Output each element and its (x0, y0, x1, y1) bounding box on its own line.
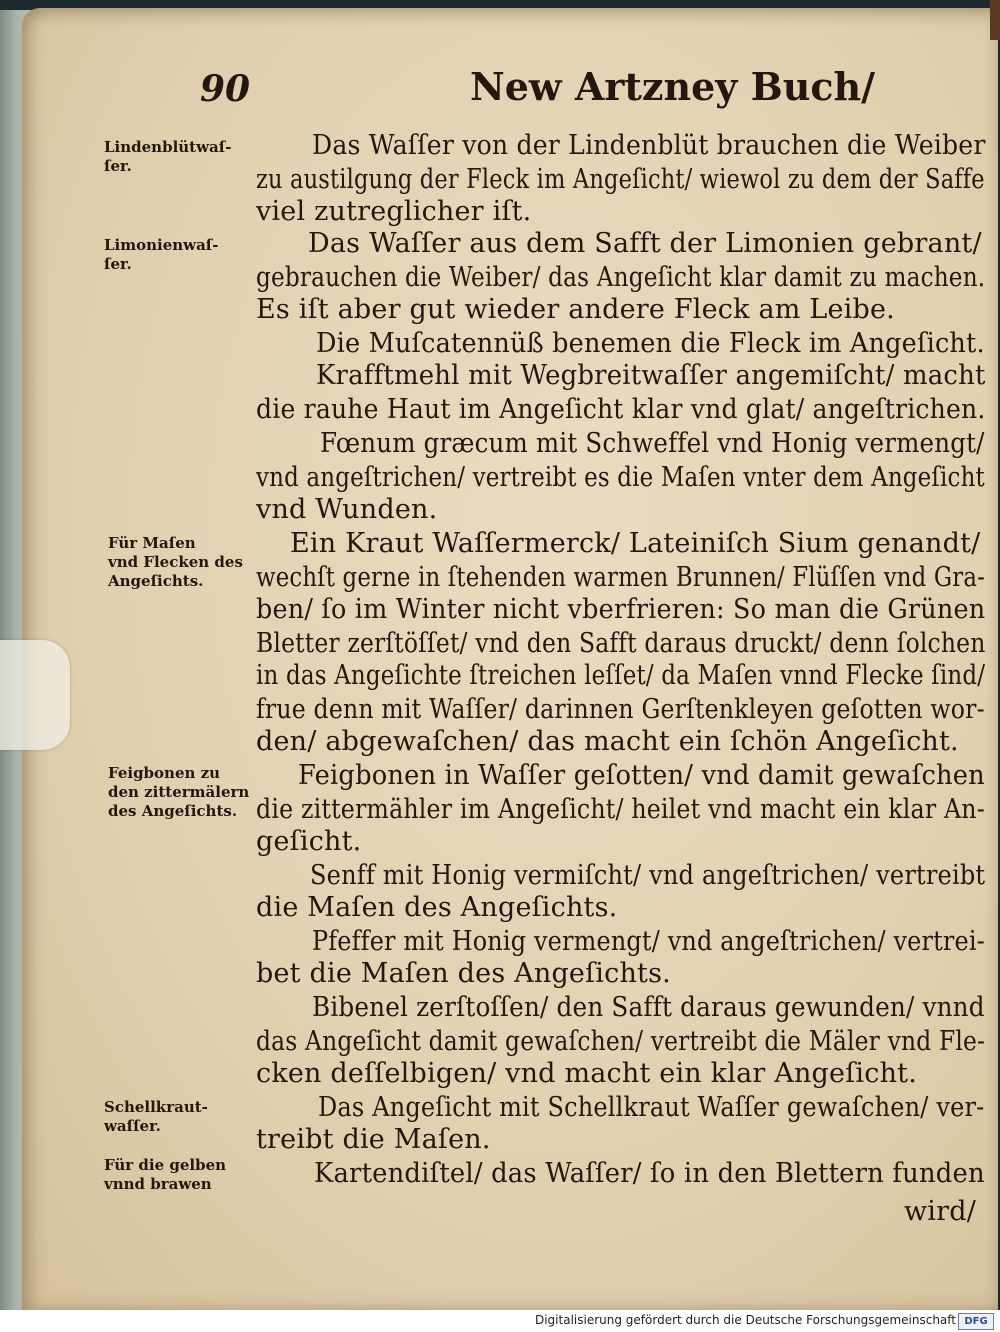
text-line: Pfeffer mit Honig vermengt/ vnd angeſtrichen/ vertrei- (312, 926, 985, 957)
text-line: das Angeſicht damit gewaſchen/ vertreibt die Mäler vnd Fle- (256, 1026, 986, 1057)
text-line: Es iſt aber gut wieder andere Fleck am Leibe. (256, 294, 895, 325)
text-line: geſicht. (256, 826, 362, 857)
book-cover-corner (990, 0, 1000, 40)
text-line: treibt die Maſen. (256, 1124, 491, 1155)
text-line: vnd Wunden. (256, 494, 438, 525)
text-line: in das Angeſichte ſtreichen leſſet/ da Maſen vnnd Flecke ſind/ (256, 660, 986, 691)
text-line: bet die Maſen des Angeſichts. (256, 958, 671, 989)
text-line: Bletter zerſtöſſet/ vnd den Safft daraus druckt/ denn ſolchen (256, 628, 986, 659)
running-head: New Artzney Buch/ (470, 64, 875, 109)
text-line: die zittermähler im Angeſicht/ heilet vnd macht ein klar An- (256, 794, 985, 825)
text-line: cken deſſelbigen/ vnd macht ein klar Angeſicht. (256, 1058, 917, 1089)
text-line: Kartendiſtel/ das Waſſer/ ſo in den Blettern funden (314, 1158, 985, 1189)
text-line: den/ abgewaſchen/ das macht ein ſchön Angeſicht. (256, 726, 959, 757)
margin-note: Schellkraut- waſſer. (104, 1098, 208, 1135)
text-line: die rauhe Haut im Angeſicht klar vnd glat/ angeſtrichen. (256, 394, 986, 425)
text-line: Das Waſſer aus dem Safft der Limonien gebrant/ (308, 228, 982, 259)
text-line: Senff mit Honig vermiſcht/ vnd angeſtrichen/ vertreibt (310, 860, 986, 891)
margin-note: Für Maſen vnd Flecken des Angeſichts. (108, 534, 243, 590)
text-line: Ein Kraut Waſſermerck/ Lateiniſch Sium genandt/ (290, 528, 981, 559)
text-line: viel zutreglicher iſt. (256, 196, 532, 227)
margin-note: Feigbonen zu den zittermälern des Angeſichts. (108, 764, 250, 820)
dfg-logo: DFG (958, 1313, 994, 1330)
text-line: die Maſen des Angeſichts. (256, 892, 618, 923)
margin-note: Für die gelben vnnd brawen (104, 1156, 227, 1193)
text-line: gebrauchen die Weiber/ das Angeſicht klar damit zu machen. (256, 262, 986, 293)
text-line: Krafftmehl mit Wegbreitwaſſer angemiſcht/ macht (316, 360, 986, 391)
text-line: Fœnum græcum mit Schweffel vnd Honig vermengt/ (320, 428, 985, 459)
catchword: wird/ (904, 1196, 977, 1227)
text-line: Feigbonen in Waſſer geſotten/ vnd damit gewaſchen (298, 760, 985, 791)
footer-credit: Digitalisierung gefördert durch die Deutsche Forschungsgemeinschaft (534, 1313, 956, 1327)
text-line: Bibenel zerſtoſſen/ den Safft daraus gewunden/ vnnd (312, 992, 985, 1023)
page-number: 90 (200, 68, 251, 110)
text-line: Das Angeſicht mit Schellkraut Waſſer gewaſchen/ ver- (318, 1092, 985, 1123)
text-line: vnd angeſtrichen/ vertreibt es die Maſen vnter dem Angeſicht (256, 462, 985, 493)
margin-note: Limonienwaſ- ſer. (104, 236, 219, 273)
text-line: frue denn mit Waſſer/ darinnen Gerſtenkleyen geſotten wor- (256, 694, 985, 725)
text-line: ben/ ſo im Winter nicht vberfrieren: So man die Grünen (256, 594, 986, 625)
page-tab-marker (0, 640, 70, 750)
text-line: wechſt gerne in ſtehenden warmen Brunnen/ Flüſſen vnd Gra- (256, 562, 985, 593)
footer-bar (0, 1310, 1000, 1332)
text-line: zu austilgung der Fleck im Angeſicht/ wiewol zu dem der Saffe (256, 164, 985, 195)
text-line: Das Waſſer von der Lindenblüt brauchen die Weiber (312, 130, 986, 161)
text-line: Die Muſcatennüß benemen die Fleck im Angeſicht. (316, 328, 985, 359)
margin-note: Lindenblütwaſ- ſer. (104, 138, 232, 175)
